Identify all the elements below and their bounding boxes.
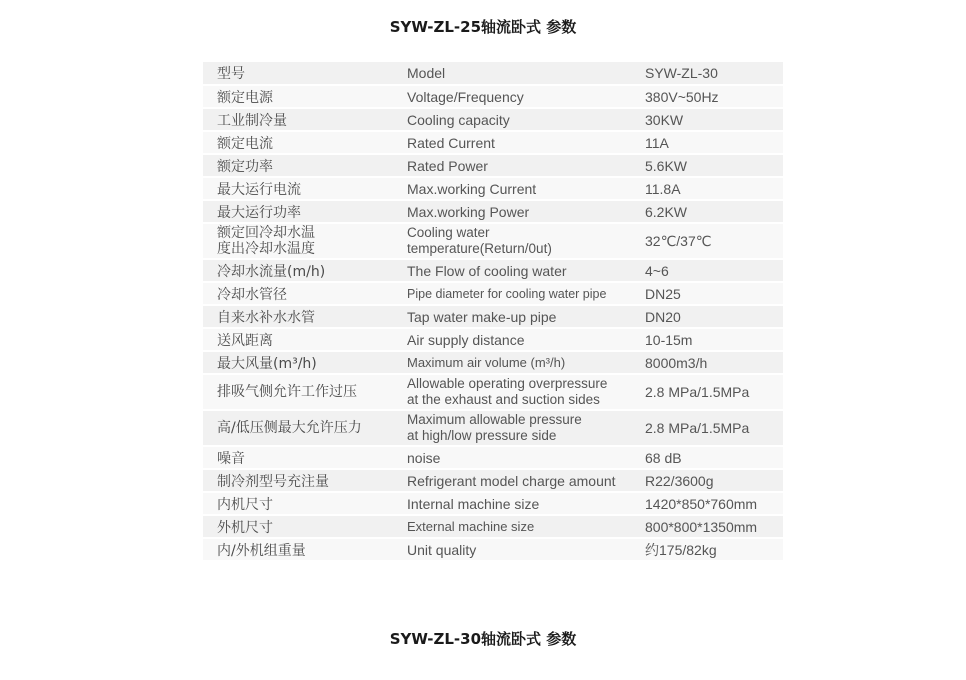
param-en: Pipe diameter for cooling water pipe — [393, 282, 631, 305]
param-en: Internal machine size — [393, 492, 631, 515]
table-row — [203, 108, 783, 131]
table-row — [203, 328, 783, 351]
param-value: 5.6KW — [631, 154, 783, 177]
param-value: 11A — [631, 131, 783, 154]
param-en — [393, 410, 631, 446]
param-cn: 最大运行功率 — [203, 200, 393, 223]
param-en: Unit quality — [393, 538, 631, 561]
param-en-line: temperature(Return/0ut) — [407, 241, 552, 256]
table-row — [203, 177, 783, 200]
param-cn: 外机尺寸 — [203, 515, 393, 538]
param-value: 2.8 MPa/1.5MPa — [631, 374, 783, 410]
param-cn: 自来水补水水管 — [203, 305, 393, 328]
param-value: 30KW — [631, 108, 783, 131]
table-row — [203, 154, 783, 177]
param-cn-line: 度出冷却水温度 — [217, 241, 315, 257]
table-row — [203, 131, 783, 154]
param-en-line: Cooling water — [407, 225, 490, 240]
param-cn — [203, 223, 393, 259]
param-value: 800*800*1350mm — [631, 515, 783, 538]
param-en — [393, 223, 631, 259]
param-cn: 最大运行电流 — [203, 177, 393, 200]
spec-table — [203, 62, 783, 562]
param-cn-line: 额定回冷却水温 — [217, 225, 315, 241]
param-value: 约175/82kg — [631, 538, 783, 561]
param-en-line: at the exhaust and suction sides — [407, 392, 600, 407]
param-en: Rated Power — [393, 154, 631, 177]
param-cn: 最大风量(m³/h) — [203, 351, 393, 374]
param-en: Air supply distance — [393, 328, 631, 351]
param-value: 6.2KW — [631, 200, 783, 223]
table-row — [203, 305, 783, 328]
page-title-bottom: SYW-ZL-30轴流卧式 参数 — [389, 630, 577, 648]
table-row — [203, 223, 783, 259]
param-cn: 型号 — [203, 62, 393, 85]
page-title-top: SYW-ZL-25轴流卧式 参数 — [389, 18, 577, 36]
param-en: Model — [393, 62, 631, 85]
param-en: Maximum air volume (m³/h) — [393, 351, 631, 374]
param-value: SYW-ZL-30 — [631, 62, 783, 85]
param-en: noise — [393, 446, 631, 469]
param-en: Rated Current — [393, 131, 631, 154]
param-cn: 额定电流 — [203, 131, 393, 154]
param-value: R22/3600g — [631, 469, 783, 492]
param-value: 4~6 — [631, 259, 783, 282]
param-value: DN25 — [631, 282, 783, 305]
param-cn: 额定功率 — [203, 154, 393, 177]
param-cn: 冷却水管径 — [203, 282, 393, 305]
param-cn: 冷却水流量(m/h) — [203, 259, 393, 282]
param-cn: 制冷剂型号充注量 — [203, 469, 393, 492]
param-value: 10-15m — [631, 328, 783, 351]
table-row — [203, 492, 783, 515]
table-row — [203, 200, 783, 223]
param-en — [393, 374, 631, 410]
param-value: 68 dB — [631, 446, 783, 469]
param-value: 11.8A — [631, 177, 783, 200]
table-row — [203, 351, 783, 374]
param-cn: 工业制冷量 — [203, 108, 393, 131]
param-en-line: Allowable operating overpressure — [407, 376, 608, 391]
param-value: DN20 — [631, 305, 783, 328]
param-en-line: at high/low pressure side — [407, 428, 557, 443]
table-row — [203, 538, 783, 561]
table-row — [203, 410, 783, 446]
param-value: 1420*850*760mm — [631, 492, 783, 515]
param-cn: 额定电源 — [203, 85, 393, 108]
param-en: Max.working Current — [393, 177, 631, 200]
param-cn: 内机尺寸 — [203, 492, 393, 515]
param-value: 2.8 MPa/1.5MPa — [631, 410, 783, 446]
param-en-line: Maximum allowable pressure — [407, 412, 582, 427]
param-cn: 排吸气侧允许工作过压 — [203, 374, 393, 410]
table-row — [203, 85, 783, 108]
param-value: 32℃/37℃ — [631, 223, 783, 259]
param-value: 380V~50Hz — [631, 85, 783, 108]
param-value: 8000m3/h — [631, 351, 783, 374]
param-en: The Flow of cooling water — [393, 259, 631, 282]
table-row — [203, 259, 783, 282]
param-en: Max.working Power — [393, 200, 631, 223]
param-en: Cooling capacity — [393, 108, 631, 131]
table-row — [203, 374, 783, 410]
table-row — [203, 515, 783, 538]
param-cn: 送风距离 — [203, 328, 393, 351]
param-en: Voltage/Frequency — [393, 85, 631, 108]
param-en: Refrigerant model charge amount — [393, 469, 631, 492]
param-cn: 内/外机组重量 — [203, 538, 393, 561]
table-row — [203, 62, 783, 85]
table-row — [203, 469, 783, 492]
param-cn: 噪音 — [203, 446, 393, 469]
param-en: External machine size — [393, 515, 631, 538]
param-en: Tap water make-up pipe — [393, 305, 631, 328]
table-row — [203, 446, 783, 469]
param-cn: 高/低压侧最大允许压力 — [203, 410, 393, 446]
table-row — [203, 282, 783, 305]
